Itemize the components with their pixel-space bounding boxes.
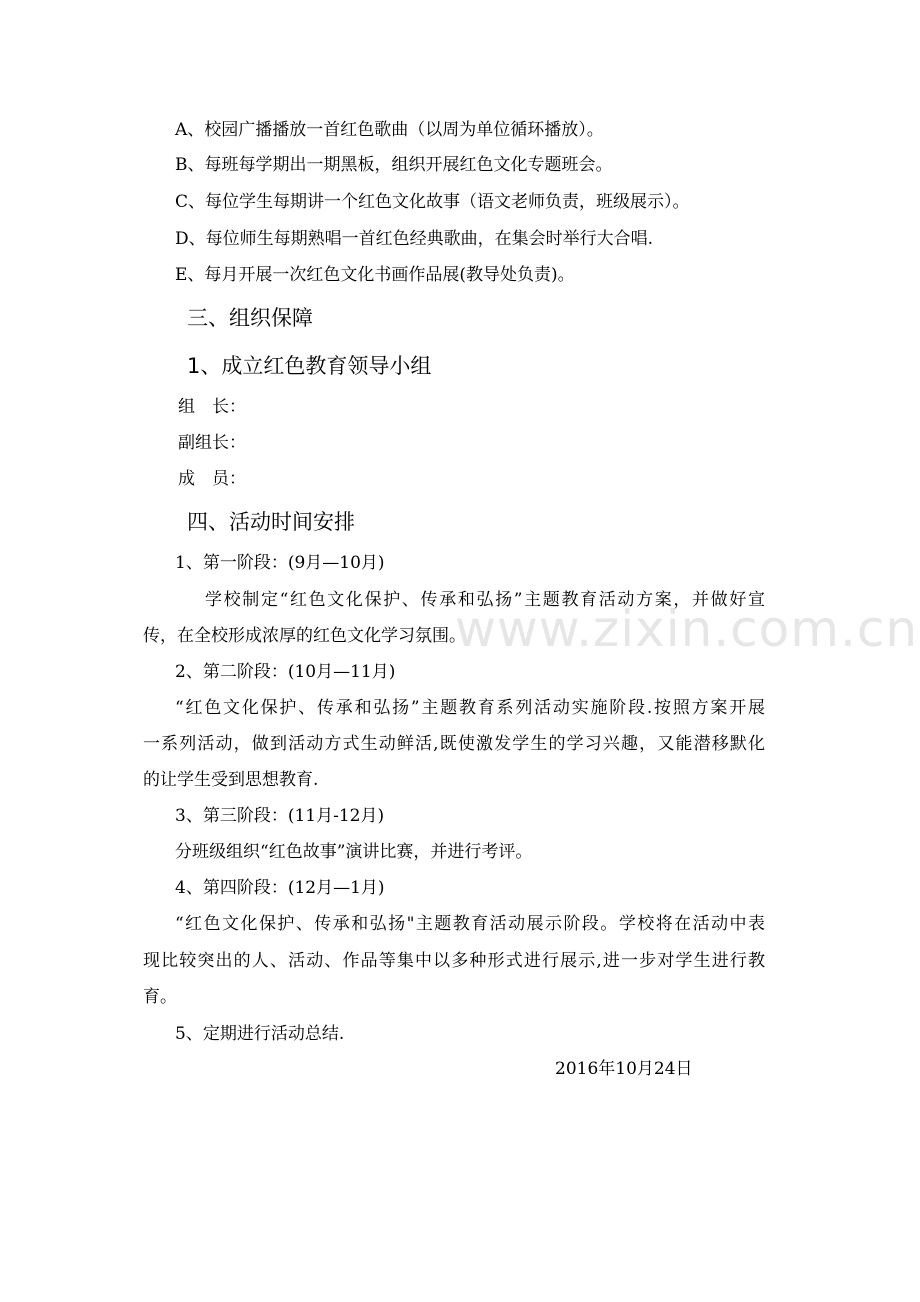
activity-c: C、每位学生每期讲一个红色文化故事（语文老师负责，班级展示）。	[175, 192, 690, 212]
stage5-title: 5、定期进行活动总结.	[175, 1024, 345, 1044]
stage2-line-3: 的让学生受到思想教育.	[143, 770, 319, 790]
stage1-line-1: 学校制定“红色文化保护、传承和弘扬”主题教育活动方案，并做好宣	[205, 590, 765, 610]
stage4-title: 4、第四阶段：(12月—1月)	[175, 878, 385, 898]
stage2-line-2: 一系列活动，做到活动方式生动鲜活,既使激发学生的学习兴趣，又能潜移默化	[143, 734, 765, 754]
role-members: 成 员：	[178, 469, 246, 489]
stage1-line-2: 传，在全校形成浓厚的红色文化学习氛围。	[143, 626, 466, 646]
stage4-line-2: 现比较突出的人、活动、作品等集中以多种形式进行展示,进一步对学生进行教	[143, 951, 765, 971]
watermark: www.zixin.com.cn	[455, 600, 919, 658]
section3-heading: 三、组织保障	[187, 306, 313, 330]
role-leader: 组 长：	[178, 397, 246, 417]
stage3-line-1: 分班级组织“红色故事”演讲比赛，并进行考评。	[175, 842, 533, 862]
stage2-title: 2、第二阶段：(10月—11月)	[175, 662, 396, 682]
section3-subheading: 1、成立红色教育领导小组	[187, 354, 432, 378]
document-date: 2016年10月24日	[555, 1059, 693, 1079]
activity-d: D、每位师生每期熟唱一首红色经典歌曲，在集会时举行大合唱.	[175, 229, 654, 249]
activity-e: E、每月开展一次红色文化书画作品展(教导处负责)。	[175, 265, 575, 285]
activity-a: A、校园广播播放一首红色歌曲（以周为单位循环播放）。	[175, 120, 604, 140]
stage2-line-1: “红色文化保护、传承和弘扬”主题教育系列活动实施阶段.按照方案开展	[175, 698, 765, 718]
role-deputy: 副组长：	[178, 433, 246, 453]
stage3-title: 3、第三阶段：(11月-12月)	[175, 806, 385, 826]
stage4-line-3: 育。	[143, 987, 177, 1007]
section4-heading: 四、活动时间安排	[187, 510, 355, 534]
stage4-line-1: “红色文化保护、传承和弘扬"主题教育活动展示阶段。学校将在活动中表	[175, 914, 765, 934]
stage1-title: 1、第一阶段：(9月—10月)	[175, 553, 385, 573]
activity-b: B、每班每学期出一期黑板，组织开展红色文化专题班会。	[175, 155, 613, 175]
